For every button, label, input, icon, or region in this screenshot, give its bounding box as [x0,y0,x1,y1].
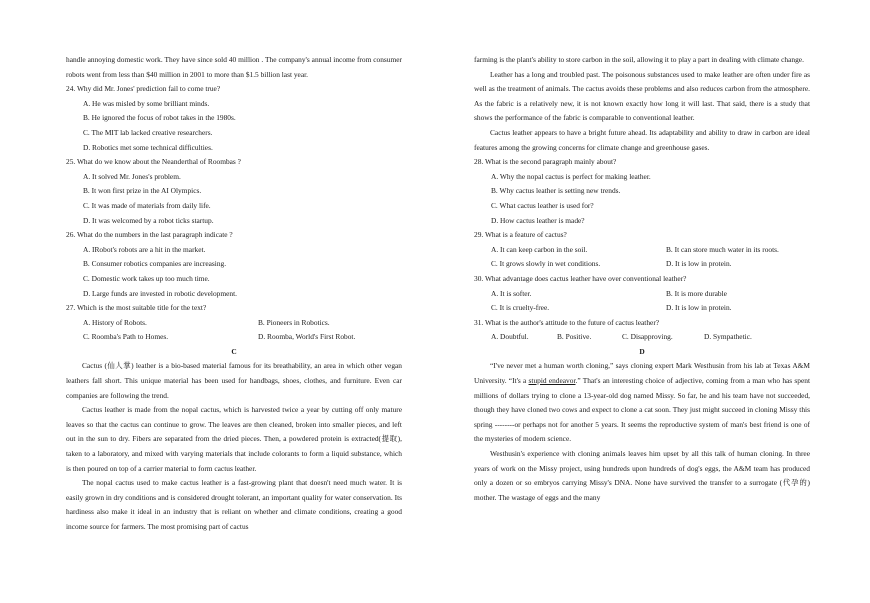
question-26-option-a: A. IRobot's robots are a hit in the market. [83,244,206,254]
passage-d-paragraph-1-rest: .” That's an interesting choice of adjective, coming from a man who has spent millions of dollars trying to clone a 13-year-old dog named Missy. So far, he and his team have not succeeded, though they have cloned two cows and expect to clone a cat soon. They just might succeed in cloning Missy this spring --------or perhaps not for another 5 years. It seems the reproductive system of man's best friend is one of the mysteries of modern science. [474,376,810,444]
question-28-option-c: C. What cactus leather is used for? [491,200,594,210]
question-30-options-row-1 [474,287,810,302]
question-29-option-c: C. It grows slowly in wet conditions. [491,259,601,269]
question-29-option-d: D. It is low in protein. [666,259,732,269]
question-25-option-d: D. It was welcomed by a robot ticks startup. [83,215,214,225]
question-28-option-d: D. How cactus leather is made? [491,215,585,225]
right-column [474,53,810,505]
question-27-option-b: B. Pioneers in Robotics. [258,317,330,327]
passage-c-paragraph-2: Cactus leather is made from the nopal cactus, which is harvested twice a year by cutting off only mature leaves so that the cactus can continue to grow. The leaves are then cleaned, broken into smaller pieces, and left out in the sun to dry. Fibers are separated from the dried pieces. Then, a powdered protein is extracted(提取), taken to a laboratory, and mixed with varying materials that include colorants to form a liquid substance, which is then poured on top of a carrier material to form cactus leather. [66,405,402,473]
passage-c-paragraph-3: The nopal cactus used to make cactus leather is a fast-growing plant that doesn't need much water. It is easily grown in dry conditions and is considered drought tolerant, an important quality for water conservation. Its hardiness also make it ideal in an industry that is reliant on whether and climate conditions, creating a good income source for farmers. The most promising part of cactus [66,478,402,531]
question-30-option-c: C. It is cruelty-free. [491,303,550,313]
question-29: 29. What is a feature of cactus? [474,230,567,240]
question-31-option-b: B. Positive. [557,332,592,342]
question-26: 26. What do the numbers in the last paragraph indicate ? [66,230,233,240]
question-24: 24. Why did Mr. Jones' prediction fail to come true? [66,84,221,94]
underlined-phrase: stupid endeavor [528,376,576,386]
question-27-options-row-2 [66,330,402,345]
question-31-option-d: D. Sympathetic. [704,332,752,342]
question-30-option-a: A. It is softer. [491,288,532,298]
question-27-option-c: C. Roomba's Path to Homes. [83,332,169,342]
question-24-option-c: C. The MIT lab lacked creative researchers. [83,127,213,137]
question-24-option-a: A. He was misled by some brilliant minds. [83,98,210,108]
question-26-option-d: D. Large funds are invested in robotic development. [83,288,237,298]
question-31-option-c: C. Disapproving. [622,332,673,342]
passage-c-paragraph-1: Cactus (仙人掌) leather is a bio-based material famous for its breathability, an area in which other vegan leathers fall short. This unique material has been used for handbags, shoes, clothes, and furniture. Even car companies are following the trend. [66,361,402,400]
question-28: 28. What is the second paragraph mainly about? [474,157,617,167]
question-25-option-a: A. It solved Mr. Jones's problem. [83,171,181,181]
question-24-option-d: D. Robotics met some technical difficulties. [83,142,213,152]
question-30-options-row-2 [474,301,810,316]
passage-c-paragraph-5: Cactus leather appears to have a bright future ahead. Its adaptability and ability to draw in carbon are ideal features among the growing concerns for climate change and greenhouse gases. [474,127,810,152]
passage-c-paragraph-4: Leather has a long and troubled past. The poisonous substances used to make leather are often under fire as well as the treatment of animals. The cactus avoids these problems and also reduces carbon from the atmosphere. As the fabric is a relatively new, it is not known exactly how long it will last. That said, there is a study that shows the performance of the fabric is comparable to conventional leather. [474,69,810,123]
question-27: 27. Which is the most suitable title for the text? [66,303,207,313]
passage-c-paragraph-3-continued: farming is the plant's ability to store carbon in the soil, allowing it to play a part in dealing with climate change. [474,55,804,64]
question-26-option-b: B. Consumer robotics companies are increasing. [83,259,227,269]
passage-d-paragraph-2: Westhusin's experience with cloning animals leaves him upset by all this talk of human cloning. In three years of work on the Missy project, using hundreds upon hundreds of dog's eggs, the A&M team has produced only a dozen or so embryos carrying Missy's DNA. None have survived the transfer to a surrogate (代孕的) mother. The wastage of eggs and the many [474,449,810,502]
passage-d-paragraph-1-start: “I've never met a human worth cloning,” says cloning expert Mark Westhusin from his lab at Texas A&M University. “It's a [474,361,810,386]
question-29-options-row-2 [474,257,810,272]
question-29-option-b: B. It can store much water in its roots. [666,244,779,254]
question-25-option-b: B. It won first prize in the AI Olympics. [83,186,202,196]
question-25: 25. What do we know about the Neanderthal of Roombas ? [66,157,241,167]
passage-d-paragraph-1 [474,359,810,447]
question-27-option-d: D. Roomba, World's First Robot. [258,332,356,342]
question-25-option-c: C. It was made of materials from daily life. [83,200,211,210]
question-27-options-row-1 [66,316,402,331]
left-column [66,53,402,535]
section-c-heading: C [231,346,237,356]
question-30-option-d: D. It is low in protein. [666,303,732,313]
question-24-option-b: B. He ignored the focus of robot takes in the 1980s. [83,113,236,123]
question-29-option-a: A. It can keep carbon in the soil. [491,244,588,254]
passage-b-ending: handle annoying domestic work. They have since sold 40 million . The company's annual income from consumer robots went from less than $40 million in 2001 to more than $1.5 billion last year. [66,55,402,79]
question-26-option-c: C. Domestic work takes up too much time. [83,273,210,283]
question-31: 31. What is the author's attitude to the future of cactus leather? [474,317,660,327]
question-28-option-a: A. Why the nopal cactus is perfect for making leather. [491,171,651,181]
section-d-heading: D [639,346,645,356]
question-31-option-a: A. Doubtful. [491,332,529,342]
question-28-option-b: B. Why cactus leather is setting new trends. [491,186,621,196]
question-30: 30. What advantage does cactus leather have over conventional leather? [474,273,687,283]
question-30-option-b: B. It is more durable [666,288,727,298]
question-31-options [474,330,810,345]
question-29-options-row-1 [474,243,810,258]
question-27-option-a: A. History of Robots. [83,317,147,327]
